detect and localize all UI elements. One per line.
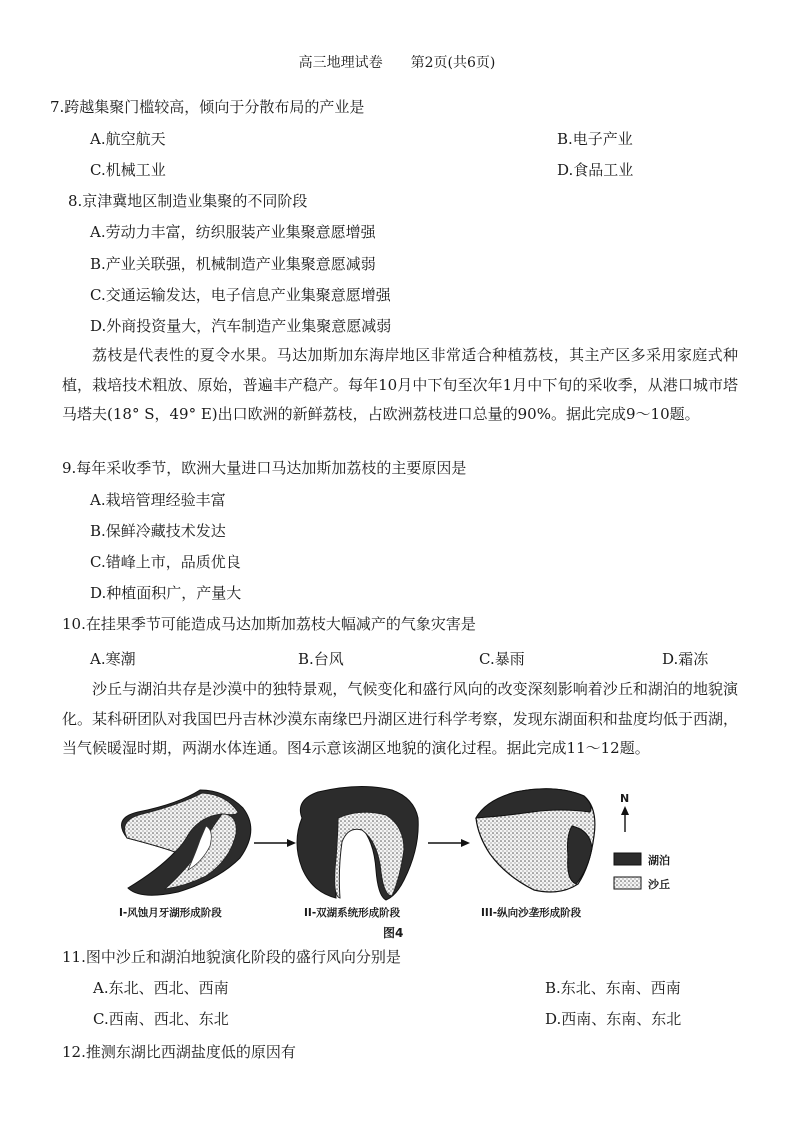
question-11-option-b[interactable]: B.东北、东南、西南 <box>545 979 681 997</box>
question-9-option-b[interactable]: B.保鲜冷藏技术发达 <box>90 522 226 540</box>
question-7-option-d[interactable]: D.食品工业 <box>557 161 634 179</box>
stage-3-diagram <box>476 789 595 892</box>
north-arrow-icon <box>621 806 629 832</box>
stage-3-label: III-纵向沙垄形成阶段 <box>481 907 582 919</box>
question-11-option-d[interactable]: D.西南、东南、东北 <box>545 1010 682 1028</box>
question-9-option-c[interactable]: C.错峰上市，品质优良 <box>90 553 241 571</box>
legend-dune-swatch <box>614 877 641 889</box>
question-11-stem: 11.图中沙丘和湖泊地貌演化阶段的盛行风向分别是 <box>62 948 401 966</box>
question-10-option-d[interactable]: D.霜冻 <box>662 650 709 668</box>
stage-2-label: II-双湖系统形成阶段 <box>304 907 401 919</box>
passage-dune: 沙丘与湖泊共存是沙漠中的独特景观，气候变化和盛行风向的改变深刻影响着沙丘和湖泊的地貌演化。某科研团队对我国巴丹吉林沙漠东南缘巴丹湖区进行科学考察，发现东湖面积和盐度均低于西湖，当气候暖湿时期，两湖水体连通。图4示意该湖区地貌的演化过程。据此完成11～12题。 <box>62 680 738 757</box>
question-8-option-b[interactable]: B.产业关联强，机械制造产业集聚意愿减弱 <box>90 255 376 273</box>
question-8-stem: 8.京津冀地区制造业集聚的不同阶段 <box>68 192 308 210</box>
question-8-option-d[interactable]: D.外商投资量大，汽车制造产业集聚意愿减弱 <box>90 317 392 335</box>
question-10-stem: 10.在挂果季节可能造成马达加斯加荔枝大幅减产的气象灾害是 <box>62 615 476 633</box>
question-9-option-d[interactable]: D.种植面积广，产量大 <box>90 584 242 602</box>
stage-2-diagram <box>297 786 418 900</box>
figure-caption: 图4 <box>383 926 404 940</box>
question-7-option-a[interactable]: A.航空航天 <box>90 130 166 148</box>
arrow-icon <box>428 839 470 847</box>
legend-lake-swatch <box>614 853 641 865</box>
question-7-option-c[interactable]: C.机械工业 <box>90 161 166 179</box>
question-11-option-a[interactable]: A.东北、西北、西南 <box>93 979 229 997</box>
question-11-option-c[interactable]: C.西南、西北、东北 <box>93 1010 229 1028</box>
question-8-option-a[interactable]: A.劳动力丰富，纺织服装产业集聚意愿增强 <box>90 223 376 241</box>
question-9-stem: 9.每年采收季节，欧洲大量进口马达加斯加荔枝的主要原因是 <box>62 459 467 477</box>
question-7-stem: 7.跨越集聚门槛较高，倾向于分散布局的产业是 <box>50 98 365 116</box>
question-12-stem: 12.推测东湖比西湖盐度低的原因有 <box>62 1043 296 1061</box>
question-10-option-a[interactable]: A.寒潮 <box>90 650 136 668</box>
stage-1-diagram <box>122 790 251 895</box>
question-9-option-a[interactable]: A.栽培管理经验丰富 <box>90 491 226 509</box>
question-8-option-c[interactable]: C.交通运输发达，电子信息产业集聚意愿增强 <box>90 286 391 304</box>
passage-litchi: 荔枝是代表性的夏令水果。马达加斯加东海岸地区非常适合种植荔枝，其主产区多采用家庭式种植，栽培技术粗放、原始，普遍丰产稳产。每年10月中下旬至次年1月中下旬的采收季，从港口城市塔马塔夫(18° S，49° E)出口欧洲的新鲜荔枝，占欧洲荔枝进口总量的90%。据此完成9～10题。 <box>62 346 738 423</box>
question-10-option-c[interactable]: C.暴雨 <box>479 650 525 668</box>
arrow-icon <box>254 839 296 847</box>
legend-lake-label: 湖泊 <box>648 854 670 867</box>
stage-1-label: I-风蚀月牙湖形成阶段 <box>119 907 222 919</box>
legend-dune-label: 沙丘 <box>648 878 670 891</box>
north-label: N <box>620 792 630 805</box>
question-10-option-b[interactable]: B.台风 <box>298 650 344 668</box>
page-header: 高三地理试卷 第2页(共6页) <box>298 55 496 71</box>
question-7-option-b[interactable]: B.电子产业 <box>557 130 633 148</box>
